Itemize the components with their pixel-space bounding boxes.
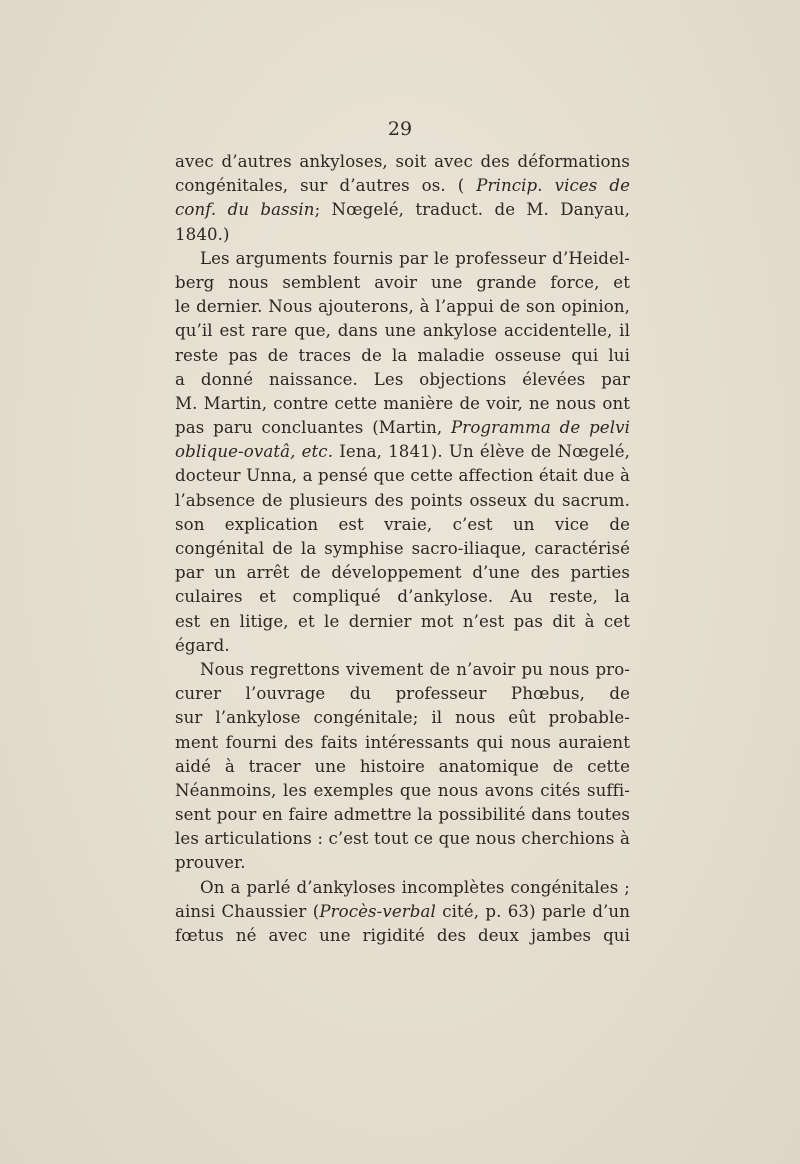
text-segment: ; Nœgelé, traduct. de M. Danyau,	[314, 200, 630, 220]
text-line	[175, 561, 630, 585]
body-text	[175, 150, 630, 948]
text-line	[175, 344, 630, 368]
text-segment: sent pour en faire admettre la possibilité dans toutes	[175, 805, 630, 825]
text-line	[175, 440, 630, 464]
text-segment: qu’il est rare que, dans une ankylose accidentelle, il	[175, 321, 630, 341]
text-segment: par un arrêt de développement d’une des parties	[175, 563, 630, 583]
text-line	[175, 900, 630, 924]
text-line	[175, 851, 630, 875]
text-segment: Iena, 1841). Un élève de Nœgelé,	[339, 442, 630, 462]
text-segment: culaires et compliqué d’ankylose. Au reste, la	[175, 587, 630, 607]
text-segment: aidé à tracer une histoire anatomique de cette	[175, 756, 630, 776]
page-number: 29	[387, 118, 413, 140]
italic-text: Programma de pelvi	[451, 418, 630, 438]
text-line	[175, 271, 630, 295]
text-line	[175, 464, 630, 488]
text-segment: On a parlé d’ankyloses incomplètes congénitales ;	[200, 877, 630, 897]
text-segment: congénital de la symphise sacro-iliaque, caractérisé	[175, 539, 630, 558]
text-segment: égard.	[175, 635, 230, 655]
text-line	[175, 247, 630, 271]
text-segment: a donné naissance. Les objections élevées par	[175, 369, 630, 389]
text-segment: prouver.	[175, 853, 246, 873]
text-segment: est en litige, et le dernier mot n’est pas dit à cet	[175, 611, 630, 631]
text-segment: fœtus né avec une rigidité des deux jambes qui	[175, 926, 630, 945]
text-segment: docteur Unna, a pensé que cette affection était due à	[175, 466, 630, 486]
text-line	[175, 827, 630, 851]
text-segment: pas paru concluantes (Martin,	[175, 418, 452, 438]
italic-text: Princip. vices de	[476, 176, 630, 196]
text-line	[175, 585, 630, 609]
text-segment: cité, p. 63) parle d’un	[435, 901, 630, 921]
text-line	[175, 755, 630, 779]
text-segment: berg nous semblent avoir une grande force, et	[175, 272, 630, 292]
text-segment: reste pas de traces de la maladie osseuse qui lui	[175, 345, 630, 365]
text-line	[175, 489, 630, 513]
text-segment: l’absence de plusieurs des points osseux du sacrum.	[175, 490, 630, 510]
text-segment: congénitales, sur d’autres os. (	[175, 176, 477, 196]
text-segment: 1840.)	[175, 224, 230, 244]
text-line	[175, 537, 630, 561]
text-line	[175, 295, 630, 319]
italic-text: Procès-verbal	[319, 901, 436, 921]
text-segment: curer l’ouvrage du professeur Phœbus, de	[175, 684, 630, 704]
text-line	[175, 706, 630, 730]
text-line	[175, 610, 630, 634]
text-line	[175, 779, 630, 803]
italic-text: oblique-ovatâ, etc.	[175, 442, 334, 462]
text-line	[175, 319, 630, 343]
text-segment: Nous regrettons vivement de n’avoir pu nous pro-	[200, 659, 630, 679]
text-segment: son explication est vraie, c’est un vice de	[175, 514, 630, 534]
text-segment: avec d’autres ankyloses, soit avec des déformations	[175, 152, 630, 171]
text-segment: les articulations : c’est tout ce que nous cherchions à	[175, 829, 630, 849]
text-line	[175, 416, 630, 440]
text-segment: sur l’ankylose congénitale; il nous eût probable-	[175, 708, 630, 728]
italic-text: conf. du bassin	[175, 200, 315, 220]
text-line	[175, 803, 630, 827]
text-segment: le dernier. Nous ajouterons, à l’appui de son opinion,	[175, 297, 630, 317]
text-segment: Néanmoins, les exemples que nous avons cités suffi-	[175, 780, 630, 800]
text-segment: Les arguments fournis par le professeur d’Heidel-	[200, 248, 630, 268]
text-line	[175, 924, 630, 948]
text-line	[175, 174, 630, 198]
text-segment: ment fourni des faits intéressants qui nous auraient	[175, 732, 630, 752]
text-line	[175, 198, 630, 222]
text-line	[175, 634, 630, 658]
text-line	[175, 658, 630, 682]
text-line	[175, 876, 630, 900]
text-line	[175, 368, 630, 392]
text-line	[175, 682, 630, 706]
text-line	[175, 223, 630, 247]
text-line	[175, 513, 630, 537]
text-line	[175, 392, 630, 416]
text-line	[175, 731, 630, 755]
text-segment: M. Martin, contre cette manière de voir, ne nous ont	[175, 393, 630, 413]
text-segment: ainsi Chaussier (	[175, 901, 320, 921]
text-line	[175, 150, 630, 174]
